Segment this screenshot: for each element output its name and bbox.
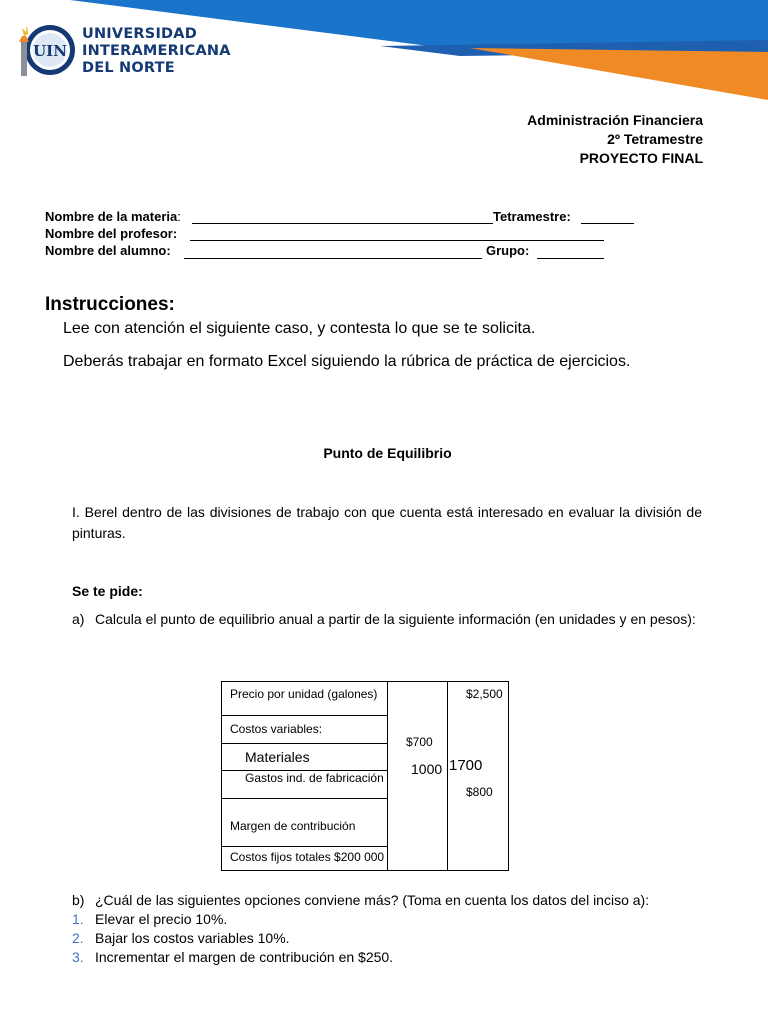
option-3-number: 3. — [72, 949, 84, 965]
question-b — [72, 890, 712, 911]
precio-label: Precio por unidad (galones) — [230, 687, 378, 701]
materia-blank-line[interactable] — [192, 210, 493, 224]
alumno-blank-line[interactable] — [184, 244, 482, 259]
logo-line-del-norte: DEL NORTE — [82, 60, 175, 76]
grupo-label: Grupo: — [486, 243, 530, 258]
question-a-label: a) — [72, 611, 85, 627]
materia-label: Nombre de la materia — [45, 209, 178, 224]
instructions-line-1: Lee con atención el siguiente caso, y contesta lo que se te solicita. — [63, 320, 536, 337]
case-intro: I. Berel dentro de las divisiones de trabajo con que cuenta está interesado en evaluar la división de pinturas. — [72, 504, 702, 541]
materia-colon: : — [177, 209, 181, 224]
option-3-text: Incrementar el margen de contribución en $250. — [95, 949, 394, 965]
alumno-label: Nombre del alumno: — [45, 243, 171, 258]
grupo-blank-line[interactable] — [537, 244, 604, 259]
tetramestre-blank-line[interactable] — [581, 210, 634, 224]
gastos-value: 1000 — [411, 761, 443, 777]
section-title: Punto de Equilibrio — [323, 445, 452, 461]
gastos-label: Gastos ind. de fabricación — [245, 771, 384, 785]
margen-label: Margen de contribución — [230, 819, 356, 833]
option-3 — [72, 947, 702, 968]
profesor-blank-line[interactable] — [190, 227, 604, 241]
costos-variables-label: Costos variables: — [230, 722, 323, 736]
option-2-text: Bajar los costos variables 10%. — [95, 930, 290, 946]
question-a — [72, 609, 702, 651]
materiales-label: Materiales — [245, 749, 310, 765]
course-subject: Administración Financiera — [527, 112, 703, 128]
instructions-line-2: Deberás trabajar en formato Excel siguiendo la rúbrica de práctica de ejercicios. — [63, 353, 631, 370]
margen-value: $800 — [466, 785, 493, 799]
se-te-pide: Se te pide: — [72, 583, 143, 599]
option-2 — [72, 928, 702, 949]
instructions-heading: Instrucciones: — [45, 294, 175, 315]
precio-value: $2,500 — [466, 687, 503, 701]
option-1-number: 1. — [72, 911, 84, 927]
profesor-label: Nombre del profesor: — [45, 226, 178, 241]
materiales-value: $700 — [406, 735, 433, 749]
question-b-label: b) — [72, 892, 85, 908]
option-1 — [72, 909, 702, 930]
question-b-text: ¿Cuál de las siguientes opciones conviene más? (Toma en cuenta los datos del inciso a): — [95, 892, 650, 908]
costos-fijos-label: Costos fijos totales $200 000 — [230, 850, 385, 864]
course-term: 2º Tetramestre — [607, 131, 703, 147]
logo-line-interamericana: INTERAMERICANA — [82, 43, 231, 59]
field-materia — [45, 209, 181, 224]
total-variable-value: 1700 — [449, 757, 483, 774]
option-2-number: 2. — [72, 930, 84, 946]
logo-line-universidad: UNIVERSIDAD — [82, 26, 197, 42]
option-1-text: Elevar el precio 10%. — [95, 911, 228, 927]
course-project: PROYECTO FINAL — [579, 150, 703, 166]
seal-letters: UIN — [33, 42, 67, 60]
question-a-text: Calcula el punto de equilibrio anual a partir de la siguiente información (en unidades y en pesos): — [95, 611, 696, 627]
tetramestre-label: Tetramestre: — [493, 209, 571, 224]
university-seal-icon — [18, 20, 76, 82]
